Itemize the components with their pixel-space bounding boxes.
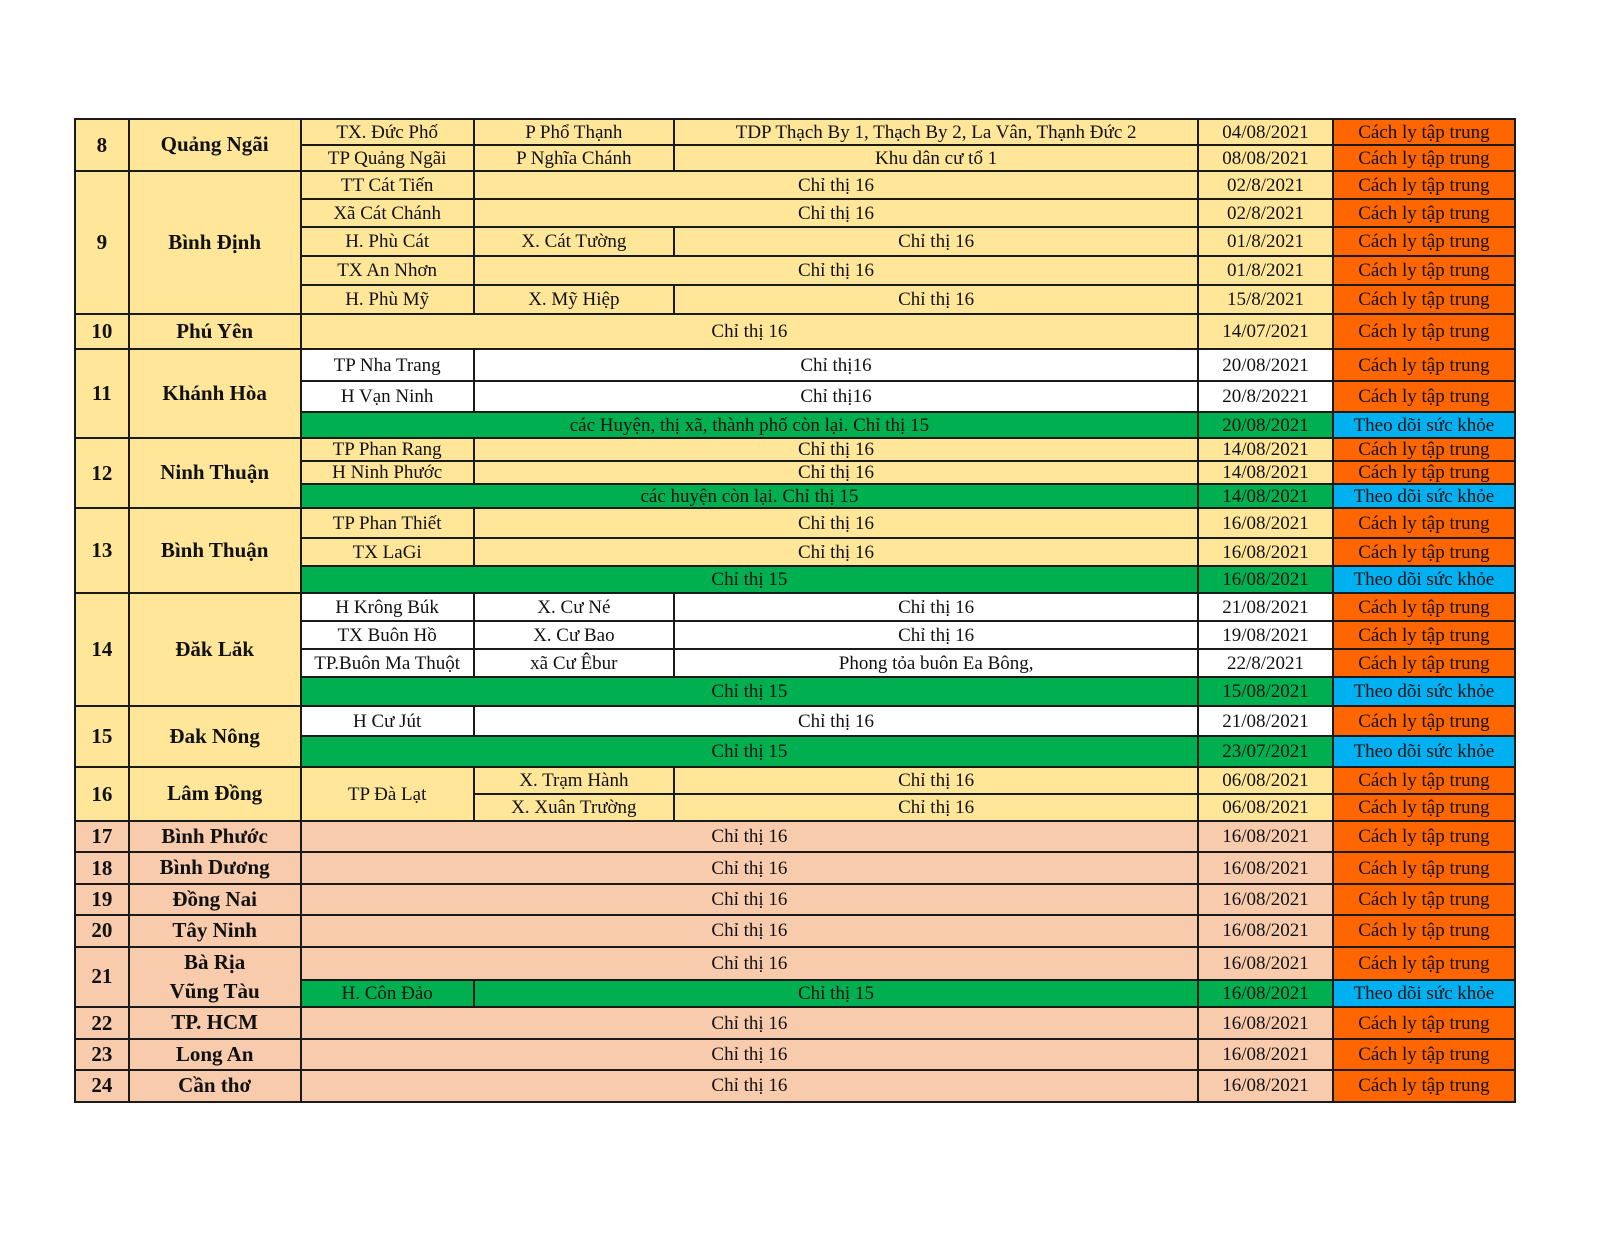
ward-cell: xã Cư Êbur bbox=[474, 649, 674, 677]
district-cell: H. Côn Đảo bbox=[301, 980, 474, 1007]
province-name: Ninh Thuận bbox=[129, 438, 301, 508]
date-cell: 16/08/2021 bbox=[1198, 821, 1333, 852]
date-cell: 20/08/2021 bbox=[1198, 412, 1333, 438]
date-cell: 16/08/2021 bbox=[1198, 1039, 1333, 1070]
measure-cell: Chỉ thị 16 bbox=[301, 947, 1199, 980]
status-cell: Cách ly tập trung bbox=[1333, 621, 1515, 649]
status-cell: Theo dõi sức khỏe bbox=[1333, 736, 1515, 767]
province-name: Cần thơ bbox=[129, 1070, 301, 1101]
status-cell: Cách ly tập trung bbox=[1333, 1070, 1515, 1101]
status-cell: Cách ly tập trung bbox=[1333, 285, 1515, 314]
province-number: 18 bbox=[75, 852, 129, 883]
date-cell: 16/08/2021 bbox=[1198, 538, 1333, 566]
ward-cell: X. Cư Bao bbox=[474, 621, 674, 649]
date-cell: 16/08/2021 bbox=[1198, 566, 1333, 593]
district-cell: Xã Cát Chánh bbox=[301, 199, 474, 227]
status-cell: Cách ly tập trung bbox=[1333, 171, 1515, 199]
date-cell: 16/08/2021 bbox=[1198, 915, 1333, 946]
status-cell: Cách ly tập trung bbox=[1333, 381, 1515, 412]
province-name: Bình Phước bbox=[129, 821, 301, 852]
province-name: Phú Yên bbox=[129, 314, 301, 349]
status-cell: Cách ly tập trung bbox=[1333, 119, 1515, 145]
date-cell: 08/08/2021 bbox=[1198, 145, 1333, 171]
district-cell: TP Đà Lạt bbox=[301, 767, 474, 821]
province-name: Bình Thuận bbox=[129, 508, 301, 593]
status-cell: Cách ly tập trung bbox=[1333, 852, 1515, 883]
date-cell: 14/08/2021 bbox=[1198, 484, 1333, 508]
date-cell: 20/08/2021 bbox=[1198, 349, 1333, 381]
measure-cell: Chỉ thị 16 bbox=[474, 508, 1199, 538]
province-name: Đak Nông bbox=[129, 706, 301, 767]
status-cell: Theo dõi sức khỏe bbox=[1333, 677, 1515, 706]
status-cell: Cách ly tập trung bbox=[1333, 538, 1515, 566]
province-name: Lâm Đồng bbox=[129, 767, 301, 821]
province-number: 23 bbox=[75, 1039, 129, 1070]
province-name: Tây Ninh bbox=[129, 915, 301, 946]
measure-cell: Chỉ thị 16 bbox=[301, 821, 1199, 852]
status-cell: Cách ly tập trung bbox=[1333, 314, 1515, 349]
measure-cell: Chỉ thị 16 bbox=[474, 706, 1199, 736]
measure-cell: Chỉ thị 16 bbox=[474, 461, 1199, 484]
measure-cell: Chỉ thị 16 bbox=[301, 314, 1199, 349]
province-number: 13 bbox=[75, 508, 129, 593]
measure-cell: các huyện còn lại. Chỉ thị 15 bbox=[301, 484, 1199, 508]
measure-cell: Chỉ thị 16 bbox=[674, 621, 1198, 649]
measure-cell: Chỉ thị 16 bbox=[301, 1070, 1199, 1101]
status-cell: Cách ly tập trung bbox=[1333, 256, 1515, 285]
province-number: 11 bbox=[75, 349, 129, 438]
status-cell: Cách ly tập trung bbox=[1333, 947, 1515, 980]
date-cell: 20/8/20221 bbox=[1198, 381, 1333, 412]
status-cell: Theo dõi sức khỏe bbox=[1333, 566, 1515, 593]
district-cell: TP Nha Trang bbox=[301, 349, 474, 381]
measure-cell: Chỉ thị 16 bbox=[301, 1039, 1199, 1070]
status-cell: Cách ly tập trung bbox=[1333, 915, 1515, 946]
status-cell: Cách ly tập trung bbox=[1333, 227, 1515, 256]
status-cell: Cách ly tập trung bbox=[1333, 145, 1515, 171]
date-cell: 01/8/2021 bbox=[1198, 227, 1333, 256]
date-cell: 14/08/2021 bbox=[1198, 438, 1333, 461]
ward-cell: X. Xuân Trường bbox=[474, 794, 674, 821]
province-number: 22 bbox=[75, 1007, 129, 1038]
measure-cell: Chỉ thị 16 bbox=[474, 199, 1199, 227]
date-cell: 16/08/2021 bbox=[1198, 1070, 1333, 1101]
date-cell: 23/07/2021 bbox=[1198, 736, 1333, 767]
province-number: 10 bbox=[75, 314, 129, 349]
status-cell: Cách ly tập trung bbox=[1333, 1039, 1515, 1070]
ward-cell: X. Cư Né bbox=[474, 593, 674, 621]
status-cell: Theo dõi sức khỏe bbox=[1333, 412, 1515, 438]
ward-cell: X. Mỹ Hiệp bbox=[474, 285, 674, 314]
province-number: 19 bbox=[75, 884, 129, 915]
measure-cell: Chỉ thị 16 bbox=[674, 227, 1198, 256]
date-cell: 15/08/2021 bbox=[1198, 677, 1333, 706]
date-cell: 16/08/2021 bbox=[1198, 980, 1333, 1007]
ward-cell: X. Cát Tường bbox=[474, 227, 674, 256]
status-cell: Cách ly tập trung bbox=[1333, 649, 1515, 677]
province-name bbox=[129, 947, 301, 1008]
status-cell: Cách ly tập trung bbox=[1333, 438, 1515, 461]
date-cell: 16/08/2021 bbox=[1198, 508, 1333, 538]
measure-cell: Chỉ thị 15 bbox=[301, 566, 1199, 593]
district-cell: TP Phan Thiết bbox=[301, 508, 474, 538]
province-number: 14 bbox=[75, 593, 129, 706]
ward-cell: X. Trạm Hành bbox=[474, 767, 674, 794]
date-cell: 04/08/2021 bbox=[1198, 119, 1333, 145]
province-name: Quảng Ngãi bbox=[129, 119, 301, 171]
province-number: 16 bbox=[75, 767, 129, 821]
province-name: Đồng Nai bbox=[129, 884, 301, 915]
measure-cell: Chỉ thị 15 bbox=[301, 736, 1199, 767]
status-cell: Cách ly tập trung bbox=[1333, 461, 1515, 484]
district-cell: H. Phù Cát bbox=[301, 227, 474, 256]
measure-cell: Chỉ thị 16 bbox=[674, 593, 1198, 621]
measure-cell: Chỉ thị 15 bbox=[474, 980, 1199, 1007]
district-cell: TP Phan Rang bbox=[301, 438, 474, 461]
date-cell: 01/8/2021 bbox=[1198, 256, 1333, 285]
date-cell: 06/08/2021 bbox=[1198, 767, 1333, 794]
province-number: 12 bbox=[75, 438, 129, 508]
status-cell: Cách ly tập trung bbox=[1333, 821, 1515, 852]
quarantine-table bbox=[74, 118, 1516, 1103]
measure-cell: Phong tỏa buôn Ea Bông, bbox=[674, 649, 1198, 677]
date-cell: 21/08/2021 bbox=[1198, 706, 1333, 736]
district-cell: H Cư Jút bbox=[301, 706, 474, 736]
status-cell: Theo dõi sức khỏe bbox=[1333, 484, 1515, 508]
province-name-line1: Bà Rịa bbox=[184, 949, 246, 974]
date-cell: 06/08/2021 bbox=[1198, 794, 1333, 821]
province-name: Long An bbox=[129, 1039, 301, 1070]
ward-cell: P Nghĩa Chánh bbox=[474, 145, 674, 171]
measure-cell: Chỉ thị 15 bbox=[301, 677, 1199, 706]
ward-cell: P Phổ Thạnh bbox=[474, 119, 674, 145]
measure-cell: Chỉ thị 16 bbox=[474, 171, 1199, 199]
measure-cell: các Huyện, thị xã, thành phố còn lại. Chỉ thị 15 bbox=[301, 412, 1199, 438]
province-name-line2: Vũng Tàu bbox=[169, 978, 260, 1003]
province-number: 21 bbox=[75, 947, 129, 1008]
date-cell: 16/08/2021 bbox=[1198, 852, 1333, 883]
date-cell: 19/08/2021 bbox=[1198, 621, 1333, 649]
district-cell: TP Quảng Ngãi bbox=[301, 145, 474, 171]
district-cell: H Vạn Ninh bbox=[301, 381, 474, 412]
measure-cell: Chỉ thị16 bbox=[474, 349, 1199, 381]
measure-cell: Khu dân cư tổ 1 bbox=[674, 145, 1198, 171]
date-cell: 02/8/2021 bbox=[1198, 171, 1333, 199]
status-cell: Cách ly tập trung bbox=[1333, 508, 1515, 538]
date-cell: 16/08/2021 bbox=[1198, 1007, 1333, 1038]
status-cell: Cách ly tập trung bbox=[1333, 706, 1515, 736]
measure-cell: Chỉ thị 16 bbox=[301, 852, 1199, 883]
province-name: TP. HCM bbox=[129, 1007, 301, 1038]
date-cell: 22/8/2021 bbox=[1198, 649, 1333, 677]
status-cell: Cách ly tập trung bbox=[1333, 884, 1515, 915]
measure-cell: Chỉ thị 16 bbox=[301, 1007, 1199, 1038]
district-cell: TT Cát Tiến bbox=[301, 171, 474, 199]
measure-cell: Chỉ thị16 bbox=[474, 381, 1199, 412]
status-cell: Cách ly tập trung bbox=[1333, 1007, 1515, 1038]
province-number: 17 bbox=[75, 821, 129, 852]
district-cell: TX LaGi bbox=[301, 538, 474, 566]
province-number: 20 bbox=[75, 915, 129, 946]
district-cell: H Krông Búk bbox=[301, 593, 474, 621]
date-cell: 15/8/2021 bbox=[1198, 285, 1333, 314]
district-cell: TX Buôn Hồ bbox=[301, 621, 474, 649]
status-cell: Cách ly tập trung bbox=[1333, 794, 1515, 821]
measure-cell: TDP Thạch By 1, Thạch By 2, La Vân, Thạnh Đức 2 bbox=[674, 119, 1198, 145]
measure-cell: Chỉ thị 16 bbox=[674, 794, 1198, 821]
date-cell: 21/08/2021 bbox=[1198, 593, 1333, 621]
status-cell: Cách ly tập trung bbox=[1333, 349, 1515, 381]
measure-cell: Chỉ thị 16 bbox=[301, 884, 1199, 915]
province-name: Bình Định bbox=[129, 171, 301, 314]
district-cell: TX An Nhơn bbox=[301, 256, 474, 285]
date-cell: 16/08/2021 bbox=[1198, 884, 1333, 915]
date-cell: 16/08/2021 bbox=[1198, 947, 1333, 980]
province-number: 9 bbox=[75, 171, 129, 314]
status-cell: Cách ly tập trung bbox=[1333, 767, 1515, 794]
date-cell: 14/07/2021 bbox=[1198, 314, 1333, 349]
measure-cell: Chỉ thị 16 bbox=[674, 285, 1198, 314]
province-number: 15 bbox=[75, 706, 129, 767]
province-number: 24 bbox=[75, 1070, 129, 1101]
date-cell: 14/08/2021 bbox=[1198, 461, 1333, 484]
status-cell: Theo dõi sức khỏe bbox=[1333, 980, 1515, 1007]
date-cell: 02/8/2021 bbox=[1198, 199, 1333, 227]
district-cell: H. Phù Mỹ bbox=[301, 285, 474, 314]
district-cell: H Ninh Phước bbox=[301, 461, 474, 484]
province-number: 8 bbox=[75, 119, 129, 171]
measure-cell: Chỉ thị 16 bbox=[674, 767, 1198, 794]
province-name: Đăk Lăk bbox=[129, 593, 301, 706]
measure-cell: Chỉ thị 16 bbox=[474, 256, 1199, 285]
district-cell: TP.Buôn Ma Thuột bbox=[301, 649, 474, 677]
measure-cell: Chỉ thị 16 bbox=[301, 915, 1199, 946]
district-cell: TX. Đức Phố bbox=[301, 119, 474, 145]
measure-cell: Chỉ thị 16 bbox=[474, 538, 1199, 566]
measure-cell: Chỉ thị 16 bbox=[474, 438, 1199, 461]
province-name: Khánh Hòa bbox=[129, 349, 301, 438]
province-name: Bình Dương bbox=[129, 852, 301, 883]
status-cell: Cách ly tập trung bbox=[1333, 593, 1515, 621]
status-cell: Cách ly tập trung bbox=[1333, 199, 1515, 227]
